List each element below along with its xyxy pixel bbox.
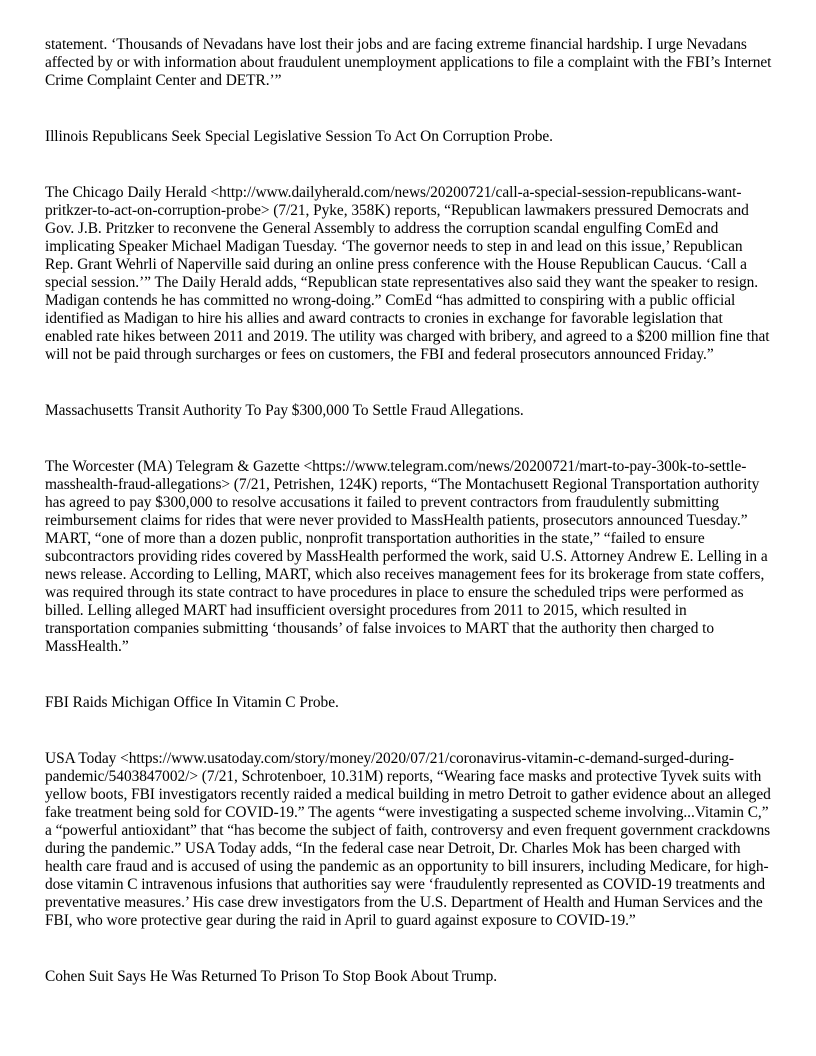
story-body-massachusetts: The Worcester (MA) Telegram & Gazette <https://www.telegram.com/news/20200721/mart-to-pay-300k-to-settle-masshealth-fraud-allegations> (7/21, Petrishen, 124K) reports, “The Montachusett Regional Transportation authority has agreed to pay $300,000 to resolve accusations it failed to prevent contractors from fraudulently submitting reimbursement claims for rides that were never provided to MassHealth patients, prosecutors announced Tuesday.” MART, “one of more than a dozen public, nonprofit transportation authorities in the state,” “failed to ensure subcontractors providing rides covered by MassHealth performed the work, said U.S. Attorney Andrew E. Lelling in a news release. According to Lelling, MART, which also receives management fees for its brokerage from state coffers, was required through its state contract to have procedures in place to ensure the scheduled trips were performed as billed. Lelling alleged MART had insufficient oversight procedures from 2011 to 2015, which resulted in transportation companies submitting ‘thousands’ of false invoices to MART that the authority then charged to MassHealth.”: [45, 458, 768, 655]
story-headline-massachusetts: Massachusetts Transit Authority To Pay $300,000 To Settle Fraud Allegations.: [45, 402, 524, 419]
document-page: [45, 36, 773, 986]
intro-paragraph: statement. ‘Thousands of Nevadans have lost their jobs and are facing extreme financial hardship. I urge Nevadans affected by or with information about fraudulent unemployment applications to file a complaint with the FBI’s Internet Crime Complaint Center and DETR.’”: [45, 36, 772, 89]
story-body-fbi-vitamin-c: USA Today <https://www.usatoday.com/story/money/2020/07/21/coronavirus-vitamin-c-demand-surged-during-pandemic/5403847002/> (7/21, Schrotenboer, 10.31M) reports, “Wearing face masks and protective Tyvek suits with yellow boots, FBI investigators recently raided a medical building in metro Detroit to gather evidence about an alleged fake treatment being sold for COVID-19.” The agents “were investigating a suspected scheme involving...Vitamin C,” a “powerful antioxidant” that “has become the subject of faith, controversy and even frequent government crackdowns during the pandemic.” USA Today adds, “In the federal case near Detroit, Dr. Charles Mok has been charged with health care fraud and is accused of using the pandemic as an opportunity to bill insurers, including Medicare, for high-dose vitamin C intravenous infusions that authorities say were ‘fraudulently represented as COVID-19 treatments and preventative measures.’ His case drew investigators from the U.S. Department of Health and Human Services and the FBI, who wore protective gear during the raid in April to guard against exposure to COVID-19.”: [45, 750, 771, 929]
story-headline-illinois: Illinois Republicans Seek Special Legislative Session To Act On Corruption Probe.: [45, 128, 553, 145]
story-body-illinois: The Chicago Daily Herald <http://www.dailyherald.com/news/20200721/call-a-special-session-republicans-want-pritkzer-to-act-on-corruption-probe> (7/21, Pyke, 358K) reports, “Republican lawmakers pressured Democrats and Gov. J.B. Pritzker to reconvene the General Assembly to address the corruption scandal engulfing ComEd and implicating Speaker Michael Madigan Tuesday. ‘The governor needs to step in and lead on this issue,’ Republican Rep. Grant Wehrli of Naperville said during an online press conference with the House Republican Caucus. ‘Call a special session.’” The Daily Herald adds, “Republican state representatives also said they want the speaker to resign. Madigan contends he has committed no wrong-doing.” ComEd “has admitted to conspiring with a public official identified as Madigan to hire his allies and award contracts to cronies in exchange for favorable legislation that enabled rate hikes between 2011 and 2019. The utility was charged with bribery, and agreed to a $200 million fine that will not be paid through surcharges or fees on customers, the FBI and federal prosecutors announced Friday.”: [45, 184, 770, 363]
story-headline-cohen: Cohen Suit Says He Was Returned To Prison To Stop Book About Trump.: [45, 968, 498, 985]
story-headline-fbi-vitamin-c: FBI Raids Michigan Office In Vitamin C Probe.: [45, 694, 339, 711]
